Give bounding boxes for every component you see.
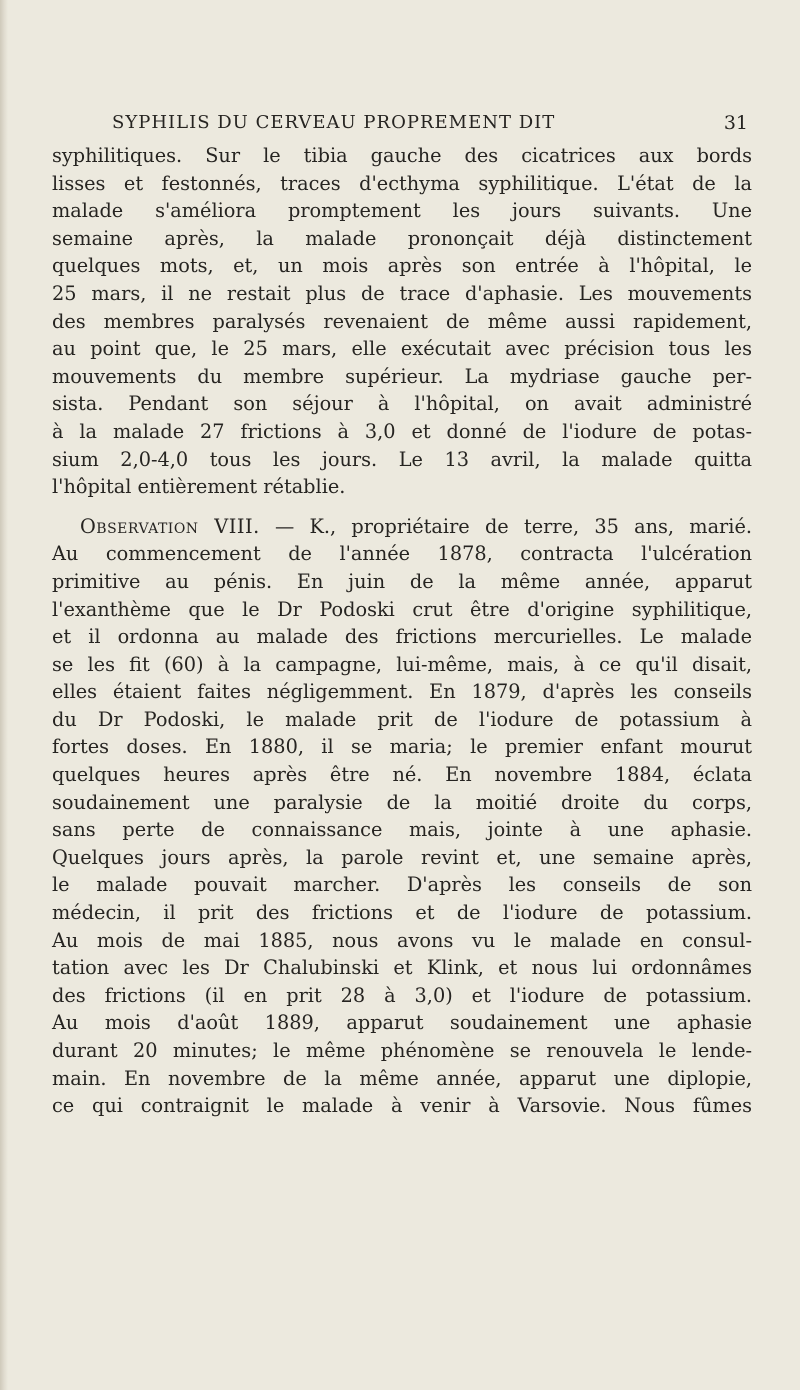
text-line: médecin, il prit des frictions et de l'iodure de potassium. [52, 901, 752, 925]
body-text [52, 142, 752, 1120]
text-line: primitive au pénis. En juin de la même année, apparut [52, 569, 752, 593]
text-line: main. En novembre de la même année, apparut une diplopie, [52, 1066, 752, 1090]
text-line: Au mois de mai 1885, nous avons vu le malade en consul- [52, 928, 752, 952]
text-line: mouvements du membre supérieur. La mydriase gauche per- [52, 364, 752, 388]
text-line: tation avec les Dr Chalubinski et Klink, et nous lui ordonnâmes [52, 956, 752, 980]
paragraph-1 [52, 142, 752, 501]
text-line: lisses et festonnés, traces d'ecthyma syphilitique. L'état de la [52, 171, 752, 195]
text-line: au point que, le 25 mars, elle exécutait avec précision tous les [52, 337, 752, 361]
text-line: fortes doses. En 1880, il se maria; le premier enfant mourut [52, 735, 752, 759]
text-line: quelques mots, et, un mois après son entrée à l'hôpital, le [52, 254, 752, 278]
text-line: Au mois d'août 1889, apparut soudainement une aphasie [52, 1011, 752, 1035]
text-line: semaine après, la malade prononçait déjà distinctement [52, 226, 752, 250]
text-line: elles étaient faites négligemment. En 1879, d'après les conseils [52, 680, 752, 704]
text-line: sium 2,0-4,0 tous les jours. Le 13 avril, la malade quitta [52, 447, 752, 471]
text-line: syphilitiques. Sur le tibia gauche des cicatrices aux bords [52, 144, 752, 167]
page-number: 31 [723, 112, 748, 134]
page-edge [0, 0, 8, 1390]
text-line: l'hôpital entièrement rétablie. [52, 475, 346, 499]
paragraph-2 [52, 513, 752, 1120]
observation-label: Observation VIII. [80, 514, 260, 538]
text-line: Quelques jours après, la parole revint et, une semaine après, [52, 845, 752, 869]
text-line: le malade pouvait marcher. D'après les conseils de son [52, 873, 752, 897]
text-line: l'exanthème que le Dr Podoski crut être d'origine syphilitique, [52, 597, 752, 621]
text-line: et il ordonna au malade des frictions mercurielles. Le malade [52, 625, 752, 649]
running-title: SYPHILIS DU CERVEAU PROPREMENT DIT [112, 112, 556, 133]
text-line: sista. Pendant son séjour à l'hôpital, on avait administré [52, 392, 752, 416]
text-line: quelques heures après être né. En novembre 1884, éclata [52, 763, 752, 787]
text-line: des membres paralysés revenaient de même aussi rapidement, [52, 309, 752, 333]
text-line: se les fit (60) à la campagne, lui-même, mais, à ce qu'il disait, [52, 652, 752, 676]
text-line: sans perte de connaissance mais, jointe à une aphasie. [52, 818, 752, 842]
text-line: durant 20 minutes; le même phénomène se renouvela le lende- [52, 1039, 752, 1062]
text-line: du Dr Podoski, le malade prit de l'iodure de potassium à [52, 707, 752, 731]
text-line: Au commencement de l'année 1878, contracta l'ulcération [52, 542, 752, 566]
text-line: des frictions (il en prit 28 à 3,0) et l'iodure de potassium. [52, 983, 752, 1007]
text-line: 25 mars, il ne restait plus de trace d'aphasie. Les mouvements [52, 281, 752, 305]
observation-intro: — K., propriétaire de terre, 35 ans, marié. [259, 514, 752, 538]
observation-heading-line [52, 513, 752, 541]
text-line: à la malade 27 frictions à 3,0 et donné de l'iodure de potas- [52, 419, 752, 443]
page-header [112, 112, 748, 138]
text-line: soudainement une paralysie de la moitié droite du corps, [52, 790, 752, 814]
paragraph-gap [52, 501, 752, 513]
text-line: ce qui contraignit le malade à venir à Varsovie. Nous fûmes [52, 1094, 752, 1118]
text-line: malade s'améliora promptement les jours suivants. Une [52, 199, 752, 223]
